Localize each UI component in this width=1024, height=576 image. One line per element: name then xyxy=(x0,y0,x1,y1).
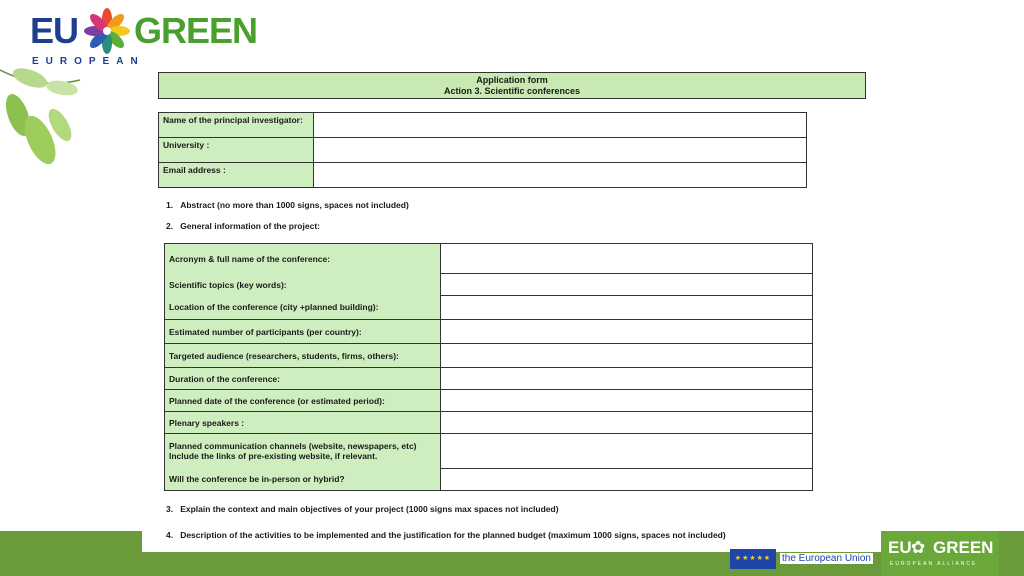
investigator-name-label: Name of the principal investigator: xyxy=(159,113,314,138)
duration-field[interactable] xyxy=(441,368,813,390)
logo-eu-text: EU xyxy=(30,10,79,51)
item-number: 4. xyxy=(166,530,174,540)
location-label: Location of the conference (city +planned building): xyxy=(165,296,441,320)
channels-label-line1: Planned communication channels (website, newspapers, etc) xyxy=(169,441,417,452)
planned-date-field[interactable] xyxy=(441,390,813,412)
format-label: Will the conference be in-person or hybrid? xyxy=(165,469,441,491)
item-text: Description of the activities to be implemented and the justification for the planned budget (maximum 1000 signs, spaces not included) xyxy=(180,530,726,540)
university-label: University : xyxy=(159,138,314,163)
table-row xyxy=(165,390,813,412)
location-field[interactable] xyxy=(441,296,813,320)
audience-field[interactable] xyxy=(441,344,813,368)
planned-date-label: Planned date of the conference (or estimated period): xyxy=(165,390,441,412)
table-row xyxy=(165,368,813,390)
eu-funding-text: the European Union xyxy=(782,553,871,564)
table-row xyxy=(159,138,807,163)
participants-field[interactable] xyxy=(441,320,813,344)
table-row xyxy=(165,344,813,368)
acronym-field[interactable] xyxy=(441,244,813,274)
logo-green-text: GREEN xyxy=(134,10,258,51)
form-title: Application form xyxy=(476,75,548,85)
project-info-table xyxy=(164,243,813,491)
format-field[interactable] xyxy=(441,469,813,491)
speakers-label: Plenary speakers : xyxy=(165,412,441,434)
badge-green-text: GREEN xyxy=(933,538,994,557)
university-field[interactable] xyxy=(314,138,807,163)
topics-field[interactable] xyxy=(441,274,813,296)
channels-field[interactable] xyxy=(441,434,813,469)
email-field[interactable] xyxy=(314,163,807,188)
investigator-table xyxy=(158,112,807,188)
list-item-3 xyxy=(166,504,559,514)
list-item-4 xyxy=(166,530,726,540)
list-item-2 xyxy=(166,221,320,231)
table-row xyxy=(159,163,807,188)
item-text: General information of the project: xyxy=(180,221,320,231)
audience-label: Targeted audience (researchers, students, firms, others): xyxy=(165,344,441,368)
logo-european-text: EUROPEAN xyxy=(32,56,145,67)
acronym-label: Acronym & full name of the conference: xyxy=(165,244,441,274)
table-row xyxy=(165,320,813,344)
channels-label-line2: Include the links of pre-existing website, if relevant. xyxy=(169,451,378,462)
table-row xyxy=(165,274,813,296)
duration-label: Duration of the conference: xyxy=(165,368,441,390)
table-row xyxy=(165,296,813,320)
investigator-name-field[interactable] xyxy=(314,113,807,138)
speakers-field[interactable] xyxy=(441,412,813,434)
table-row xyxy=(165,434,813,469)
badge-subtitle: EUROPEAN ALLIANCE xyxy=(890,561,978,567)
eugreen-logo xyxy=(30,6,270,70)
item-number: 3. xyxy=(166,504,174,514)
form-header xyxy=(158,72,866,99)
email-label: Email address : xyxy=(159,163,314,188)
topics-label: Scientific topics (key words): xyxy=(165,274,441,296)
flower-icon xyxy=(82,6,132,56)
list-item-1 xyxy=(166,200,409,210)
table-row xyxy=(165,244,813,274)
item-number: 2. xyxy=(166,221,174,231)
item-text: Abstract (no more than 1000 signs, spaces not included) xyxy=(180,200,409,210)
table-row xyxy=(165,412,813,434)
item-text: Explain the context and main objectives of your project (1000 signs max spaces not included) xyxy=(180,504,559,514)
participants-label: Estimated number of participants (per country): xyxy=(165,320,441,344)
badge-flower-icon: ✿ xyxy=(911,538,926,557)
form-subtitle: Action 3. Scientific conferences xyxy=(443,86,581,96)
channels-label xyxy=(165,434,441,469)
badge-eu-text: EU xyxy=(888,538,912,557)
leaves-decoration xyxy=(0,60,90,190)
table-row xyxy=(165,469,813,491)
item-number: 1. xyxy=(166,200,174,210)
table-row xyxy=(159,113,807,138)
eu-stars-icon: ★★★★★ xyxy=(734,555,772,562)
